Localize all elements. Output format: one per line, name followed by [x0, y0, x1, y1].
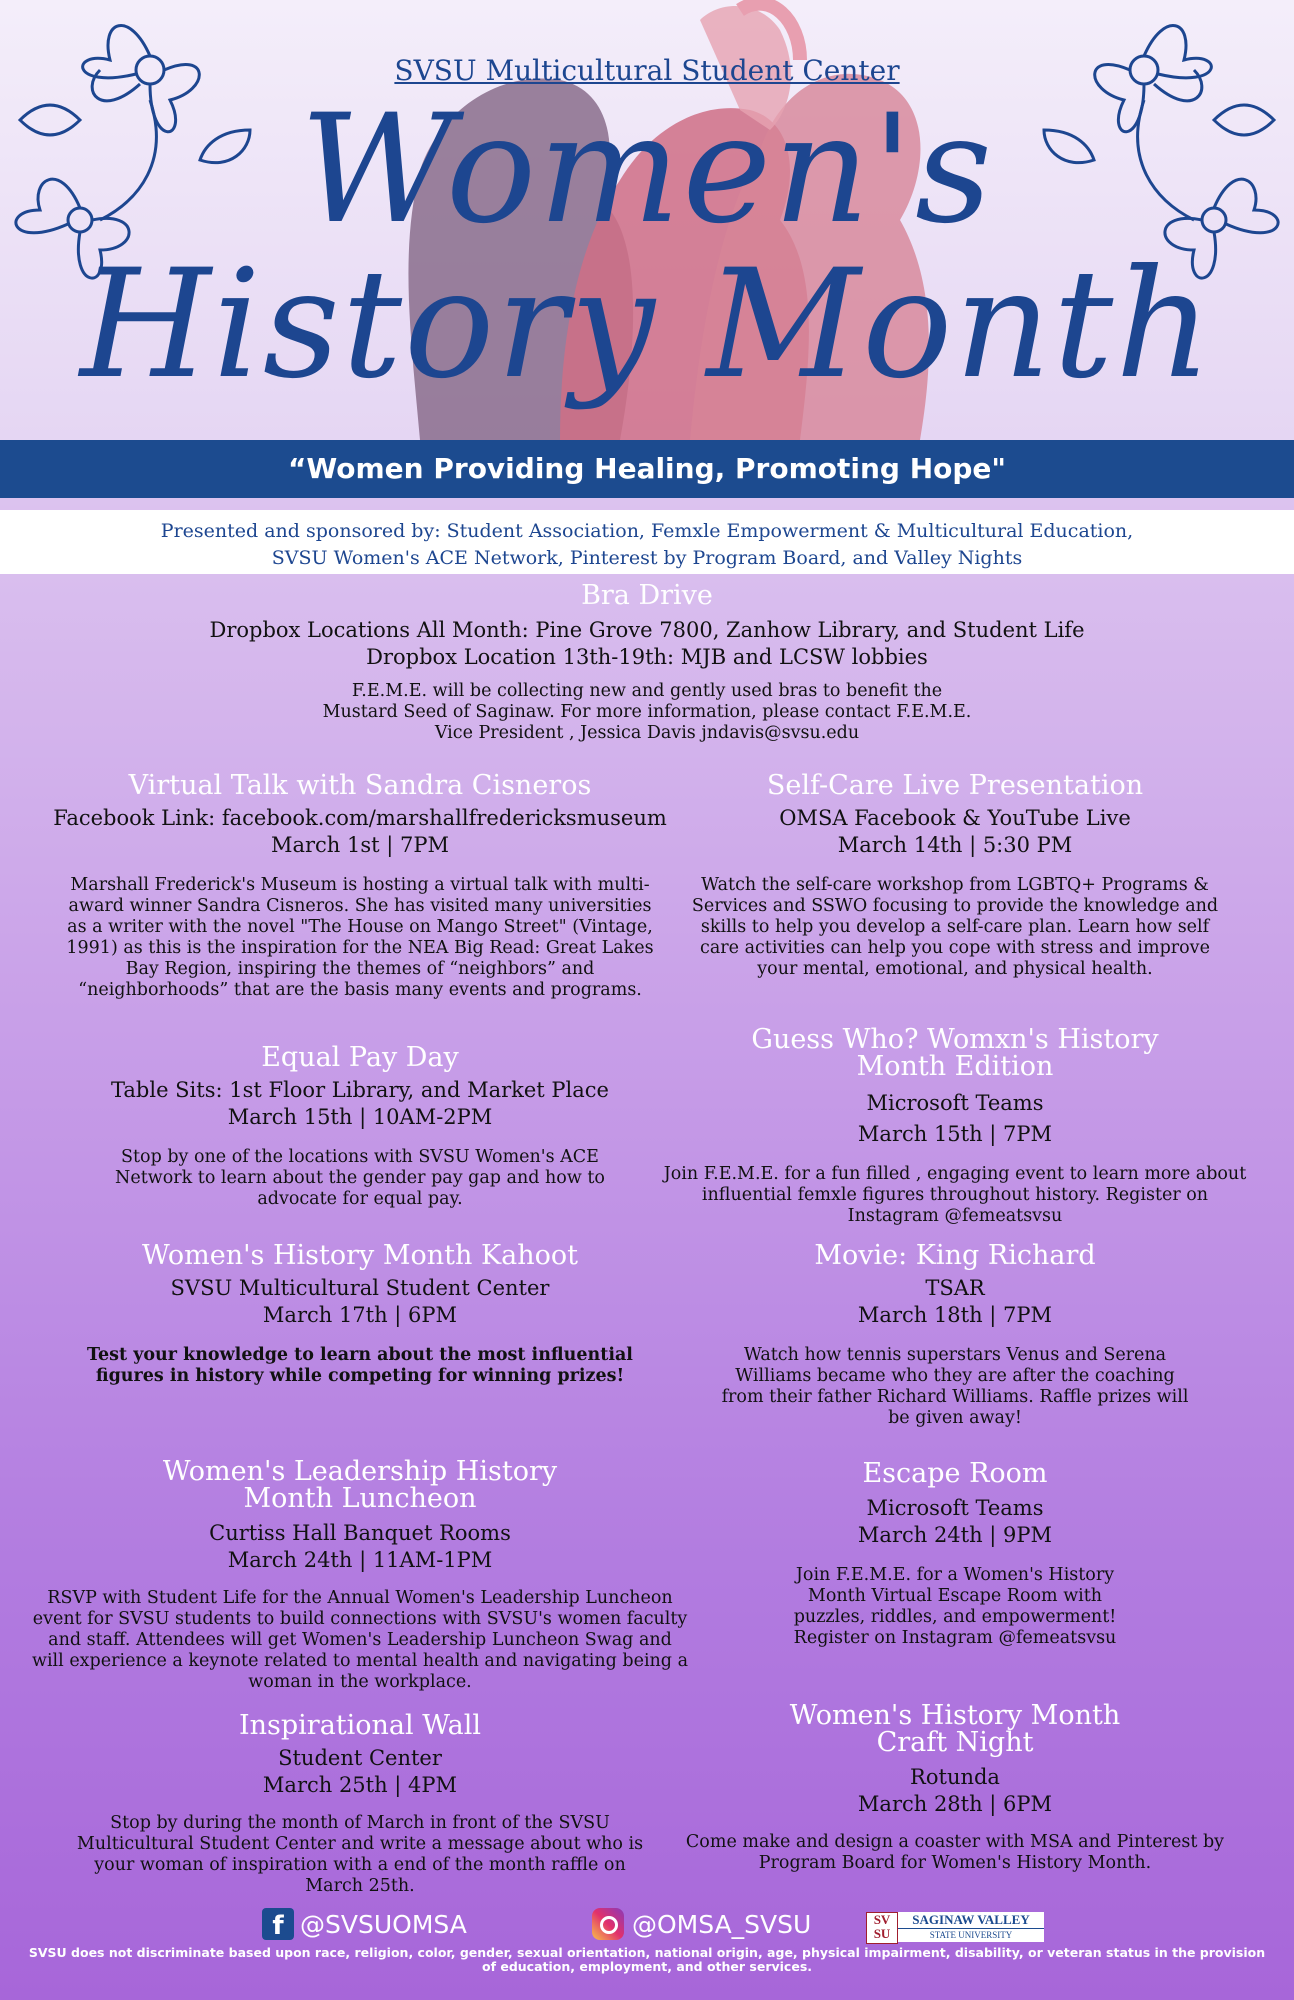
event-title: Virtual Talk with Sandra Cisneros	[128, 770, 592, 801]
event-title: Inspirational Wall	[238, 1710, 482, 1741]
event-desc: RSVP with Student Life for the Annual Women's Leadership Luncheon event for SVSU students to build connections with SVSU's women faculty and staff. Attendees will get Women's Leadership Luncheon Swag and will experience a keynote related to mental health and navigating being a woman in the workplace.	[31, 1588, 689, 1692]
title-womens: Women's	[299, 83, 995, 257]
event-title: Self-Care Live Presentation	[766, 770, 1144, 801]
bra-drive-desc1: F.E.M.E. will be collecting new and gently used bras to benefit the	[351, 681, 943, 701]
event-title: Movie: King Richard	[814, 1240, 1096, 1271]
event-title: Women's Leadership History Month Luncheon	[162, 1456, 558, 1514]
event-desc: Watch the self-care workshop from LGBTQ+ Programs & Services and SSWO focusing to provide the knowledge and skills to help you develop a self-care plan. Learn how self care activities can help you cope with stress and improve your mental, emotional, and physical health.	[691, 875, 1219, 979]
event-time: March 28th | 6PM	[857, 1792, 1053, 1816]
facebook-handle[interactable]: @SVSUOMSA	[300, 1910, 467, 1939]
org-name: SVSU Multicultural Student Center	[394, 54, 900, 87]
event-location: Curtiss Hall Banquet Rooms	[209, 1521, 511, 1545]
event-location: Table Sits: 1st Floor Library, and Market Place	[111, 1078, 609, 1102]
event-location: Microsoft Teams	[866, 1496, 1044, 1520]
event-time: March 24th | 11AM-1PM	[227, 1548, 493, 1572]
event-desc: Come make and design a coaster with MSA and Pinterest by Program Board for Women's History Month.	[685, 1832, 1225, 1873]
svsu-logo-text	[898, 1912, 1044, 1942]
sponsors-line2: SVSU Women's ACE Network, Pinterest by Program Board, and Valley Nights	[271, 547, 1023, 569]
event-location: TSAR	[925, 1276, 985, 1300]
event-desc: Stop by during the month of March in front of the SVSU Multicultural Student Center and write a message about who is your woman of inspiration with a end of the month raffle on March 25th.	[76, 1813, 644, 1896]
event-desc: Watch how tennis superstars Venus and Serena Williams became who they are after the coaching from their father Richard Williams. Raffle prizes will be given away!	[721, 1345, 1189, 1428]
event-desc: Join F.E.M.E. for a fun filled , engaging event to learn more about influential femxle figures throughout history. Register on Instagram @femeatsvsu	[663, 1164, 1247, 1226]
bra-drive-title: Bra Drive	[581, 580, 713, 611]
event-escape-room	[655, 1458, 1255, 1649]
event-time: March 15th | 7PM	[857, 1122, 1053, 1146]
event-craft-night	[655, 1702, 1255, 1874]
event-title: Guess Who? Womxn's History Month Edition	[751, 1024, 1159, 1082]
event-guess-who	[655, 1026, 1255, 1227]
event-time: March 18th | 7PM	[857, 1303, 1053, 1327]
event-title: Women's History Month Kahoot	[141, 1240, 579, 1271]
event-time: March 25th | 4PM	[262, 1773, 458, 1797]
event-desc: Join F.E.M.E. for a Women's History Month Virtual Escape Room with puzzles, riddles, and empowerment! Register on Instagram @femeatsvsu	[793, 1565, 1117, 1648]
instagram-icon[interactable]	[592, 1908, 624, 1940]
instagram-handle[interactable]: @OMSA_SVSU	[632, 1910, 812, 1939]
event-luncheon	[30, 1458, 690, 1693]
bra-drive-line1: Dropbox Locations All Month: Pine Grove 7800, Zanhow Library, and Student Life	[209, 618, 1085, 642]
sponsors-line1: Presented and sponsored by: Student Association, Femxle Empowerment & Multicultural Education,	[160, 520, 1134, 542]
event-location: Student Center	[278, 1746, 442, 1770]
event-desc: Stop by one of the locations with SVSU Women's ACE Network to learn about the gender pay gap and how to advocate for equal pay.	[115, 1147, 605, 1209]
facebook-icon[interactable]: f	[262, 1908, 294, 1940]
bra-drive-desc3: Vice President , Jessica Davis jndavis@svsu.edu	[434, 723, 860, 743]
event-king-richard	[655, 1240, 1255, 1429]
event-self-care	[655, 770, 1255, 980]
event-equal-pay	[30, 1042, 690, 1210]
event-inspirational-wall	[30, 1710, 690, 1897]
event-desc: Test your knowledge to learn about the most influential figures in history while competing for winning prizes!	[87, 1345, 633, 1386]
title-history-month: History Month	[80, 238, 1214, 412]
event-location: Microsoft Teams	[866, 1091, 1044, 1115]
event-location: Facebook Link: facebook.com/marshallfredericksmuseum	[53, 806, 667, 830]
event-time: March 17th | 6PM	[262, 1303, 458, 1327]
event-location: OMSA Facebook & YouTube Live	[779, 806, 1131, 830]
event-time: March 15th | 10AM-2PM	[227, 1105, 493, 1129]
non-discrimination-disclaimer: SVSU does not discriminate based upon race, religion, color, gender, sexual orientation, national origin, age, physical impairment, disability, or veteran status in the provision of education, employment, and other services.	[28, 1945, 1266, 1974]
header	[0, 0, 1294, 440]
event-time: March 24th | 9PM	[857, 1523, 1053, 1547]
event-virtual-talk	[30, 770, 690, 1001]
bra-drive-section	[0, 580, 1294, 744]
svsu-logo-line1: SAGINAW VALLEY	[898, 1912, 1044, 1929]
sponsors-box	[0, 510, 1294, 574]
bra-drive-desc2: Mustard Seed of Saginaw. For more information, please contact F.E.M.E.	[322, 702, 972, 722]
svsu-logo-line2: STATE UNIVERSITY	[929, 1930, 1013, 1940]
event-time: March 14th | 5:30 PM	[837, 833, 1073, 857]
event-title: Escape Room	[862, 1458, 1048, 1489]
bra-drive-line2: Dropbox Location 13th-19th: MJB and LCSW lobbies	[366, 645, 928, 669]
event-kahoot	[30, 1240, 690, 1387]
event-location: Rotunda	[910, 1765, 1000, 1789]
theme-banner: “Women Providing Healing, Promoting Hope"	[0, 440, 1294, 498]
svsu-logo-mark: SV SU	[866, 1912, 898, 1944]
event-time: March 1st | 7PM	[270, 833, 450, 857]
event-title: Equal Pay Day	[261, 1042, 459, 1073]
event-desc: Marshall Frederick's Museum is hosting a virtual talk with multi-award winner Sandra Cisneros. She has visited many universities as a writer with the novel "The House on Mango Street" (Vintage, 1991) as this is the inspiration for the NEA Big Read: Great Lakes Bay Region, inspiring the themes of “neighbors” and “neighborhoods” that are the basis many events and programs.	[66, 875, 654, 1000]
event-title: Women's History Month Craft Night	[789, 1700, 1121, 1758]
event-location: SVSU Multicultural Student Center	[170, 1276, 550, 1300]
